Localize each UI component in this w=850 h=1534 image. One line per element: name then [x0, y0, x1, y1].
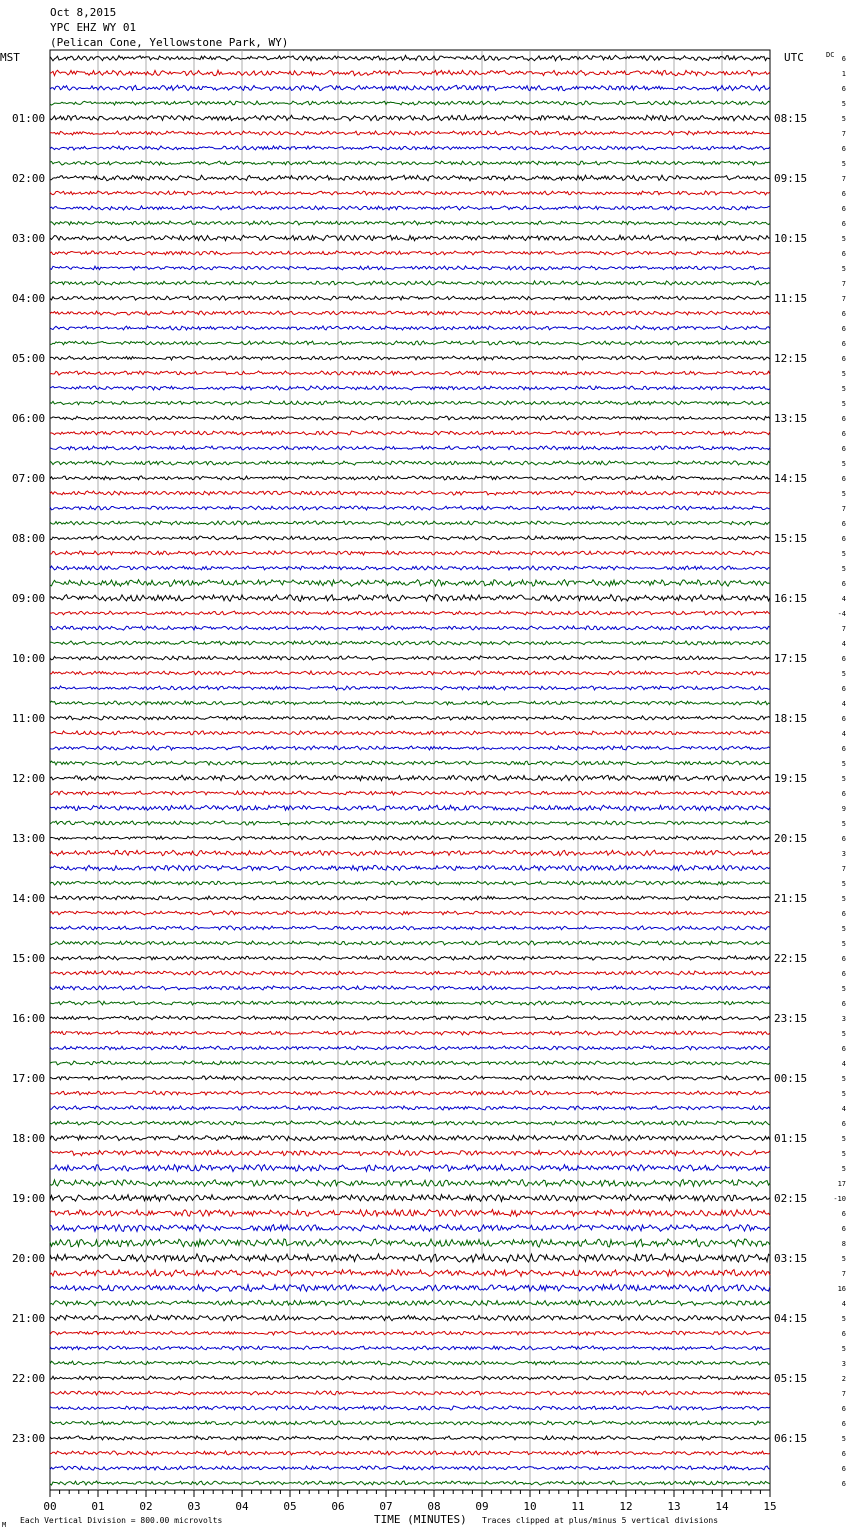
trace-row: [50, 656, 770, 660]
date-title: Oct 8,2015: [50, 6, 117, 19]
x-tick-label: 02: [139, 1500, 153, 1513]
trace-row: [50, 881, 770, 885]
dc-offset-value: 6: [841, 475, 846, 483]
dc-offset-value: 5: [841, 1150, 846, 1158]
trace-row: [50, 865, 770, 870]
dc-offset-value: 7: [841, 505, 846, 513]
dc-offset-value: 3: [841, 1360, 846, 1368]
dc-offset-value: 5: [841, 1345, 846, 1353]
dc-offset-value: 6: [841, 1450, 846, 1458]
x-tick-label: 05: [283, 1500, 297, 1513]
trace-row: [50, 1254, 770, 1262]
mst-hour-label: 03:00: [12, 232, 46, 245]
trace-row: [50, 626, 770, 630]
trace-row: [50, 101, 770, 105]
x-tick-label: 04: [235, 1500, 249, 1513]
trace-row: [50, 251, 770, 255]
dc-offset-value: 6: [841, 535, 846, 543]
trace-row: [50, 805, 770, 810]
dc-offset-value: 2: [841, 1375, 846, 1383]
dc-offset-value: 5: [841, 115, 846, 123]
dc-offset-value: 6: [841, 655, 846, 663]
trace-row: [50, 775, 770, 781]
mst-hour-label: 16:00: [12, 1012, 46, 1025]
utc-hour-label: 00:15: [774, 1072, 808, 1085]
dc-offset-value: 5: [841, 895, 846, 903]
trace-row: [50, 266, 770, 270]
trace-row: [50, 896, 770, 900]
dc-offset-value: 6: [841, 1465, 846, 1473]
trace-row: [50, 296, 770, 300]
dc-offset-value: 5: [841, 670, 846, 678]
dc-offset-value: 6: [841, 430, 846, 438]
trace-row: [50, 1270, 770, 1277]
x-tick-label: 08: [427, 1500, 441, 1513]
dc-offset-value: 6: [841, 340, 846, 348]
utc-hour-label: 09:15: [774, 172, 808, 185]
mst-hour-label: 20:00: [12, 1252, 46, 1265]
trace-row: [50, 1239, 770, 1247]
dc-offset-value: 6: [841, 715, 846, 723]
dc-offset-value: 6: [841, 190, 846, 198]
dc-offset-value: 5: [841, 760, 846, 768]
dc-offset-value: -4: [837, 610, 846, 618]
dc-offset-value: 5: [841, 565, 846, 573]
dc-offset-value: 4: [841, 1060, 846, 1068]
trace-row: [50, 731, 770, 735]
dc-offset-value: 7: [841, 865, 846, 873]
dc-offset-value: 5: [841, 1165, 846, 1173]
trace-row: [50, 1300, 770, 1305]
dc-label: DC: [826, 51, 835, 59]
mst-hour-label: 13:00: [12, 832, 46, 845]
mst-hour-label: 06:00: [12, 412, 46, 425]
dc-offset-value: 4: [841, 640, 846, 648]
dc-offset-value: 6: [841, 205, 846, 213]
dc-offset-value: 9: [841, 805, 846, 813]
mst-hour-label: 05:00: [12, 352, 46, 365]
trace-row: [50, 1210, 770, 1217]
mst-hour-label: 23:00: [12, 1432, 46, 1445]
dc-offset-value: 3: [841, 850, 846, 858]
dc-offset-value: 6: [841, 355, 846, 363]
dc-offset-value: 5: [841, 1135, 846, 1143]
trace-row: [50, 566, 770, 570]
dc-offset-value: 6: [841, 745, 846, 753]
trace-row: [50, 1421, 770, 1425]
plot-frame: [50, 50, 770, 1490]
mst-hour-label: 09:00: [12, 592, 46, 605]
trace-row: [50, 1150, 770, 1155]
trace-row: [50, 371, 770, 375]
utc-hour-label: 19:15: [774, 772, 808, 785]
dc-offset-value: 17: [837, 1180, 846, 1188]
utc-axis-label: UTC: [784, 51, 804, 64]
dc-offset-value: 4: [841, 730, 846, 738]
dc-offset-value: 5: [841, 1075, 846, 1083]
trace-row: [50, 1406, 770, 1410]
dc-offset-value: 6: [841, 970, 846, 978]
trace-row: [50, 941, 770, 945]
dc-offset-value: 5: [841, 880, 846, 888]
dc-offset-value: 5: [841, 985, 846, 993]
trace-row: [50, 716, 770, 720]
dc-offset-value: 5: [841, 370, 846, 378]
mst-hour-label: 08:00: [12, 532, 46, 545]
trace-row: [50, 1180, 770, 1187]
mst-hour-label: 19:00: [12, 1192, 46, 1205]
trace-row: [50, 1376, 770, 1380]
trace-row: [50, 1436, 770, 1440]
dc-offset-value: 7: [841, 625, 846, 633]
utc-hour-label: 08:15: [774, 112, 808, 125]
mst-hour-label: 21:00: [12, 1312, 46, 1325]
trace-row: [50, 341, 770, 345]
dc-offset-value: 4: [841, 700, 846, 708]
dc-offset-value: 5: [841, 1090, 846, 1098]
mst-hour-label: 12:00: [12, 772, 46, 785]
trace-row: [50, 536, 770, 540]
trace-row: [50, 386, 770, 390]
trace-row: [50, 356, 770, 360]
dc-offset-value: -10: [833, 1195, 846, 1203]
x-tick-label: 07: [379, 1500, 393, 1513]
dc-offset-value: 6: [841, 1120, 846, 1128]
x-tick-label: 10: [523, 1500, 537, 1513]
utc-hour-label: 11:15: [774, 292, 808, 305]
dc-offset-value: 7: [841, 295, 846, 303]
dc-offset-value: 4: [841, 1105, 846, 1113]
mst-hour-label: 14:00: [12, 892, 46, 905]
trace-row: [50, 686, 770, 690]
dc-offset-value: 5: [841, 820, 846, 828]
dc-offset-value: 5: [841, 775, 846, 783]
trace-row: [50, 1315, 770, 1320]
dc-offset-value: 4: [841, 1300, 846, 1308]
trace-row: [50, 1061, 770, 1065]
utc-hour-label: 05:15: [774, 1372, 808, 1385]
x-tick-label: 14: [715, 1500, 729, 1513]
scale-note: Each Vertical Division = 800.00 microvolts: [20, 1516, 223, 1525]
trace-row: [50, 221, 770, 225]
dc-offset-value: 6: [841, 580, 846, 588]
dc-offset-value: 3: [841, 1015, 846, 1023]
trace-row: [50, 611, 770, 615]
dc-offset-value: 6: [841, 1405, 846, 1413]
dc-offset-value: 6: [841, 145, 846, 153]
dc-offset-value: 16: [837, 1285, 846, 1293]
trace-row: [50, 506, 770, 510]
utc-hour-label: 06:15: [774, 1432, 808, 1445]
trace-row: [50, 986, 770, 990]
dc-offset-value: 6: [841, 220, 846, 228]
trace-row: [50, 1225, 770, 1232]
trace-row: [50, 1285, 770, 1292]
dc-offset-value: 6: [841, 835, 846, 843]
x-tick-label: 09: [475, 1500, 489, 1513]
dc-offset-value: 6: [841, 1330, 846, 1338]
x-tick-label: 11: [571, 1500, 585, 1513]
trace-row: [50, 1195, 770, 1202]
utc-hour-label: 14:15: [774, 472, 808, 485]
trace-row: [50, 521, 770, 525]
trace-row: [50, 1016, 770, 1020]
utc-hour-label: 23:15: [774, 1012, 808, 1025]
dc-offset-value: 6: [841, 85, 846, 93]
trace-row: [50, 911, 770, 915]
utc-hour-label: 12:15: [774, 352, 808, 365]
trace-row: [50, 761, 770, 765]
trace-row: [50, 311, 770, 315]
trace-row: [50, 326, 770, 330]
trace-row: [50, 641, 770, 645]
clip-note: Traces clipped at plus/minus 5 vertical divisions: [482, 1516, 719, 1525]
dc-offset-value: 5: [841, 1255, 846, 1263]
x-tick-label: 03: [187, 1500, 201, 1513]
dc-offset-value: 6: [841, 1225, 846, 1233]
dc-offset-value: 6: [841, 910, 846, 918]
utc-hour-label: 01:15: [774, 1132, 808, 1145]
trace-row: [50, 850, 770, 856]
trace-row: [50, 491, 770, 495]
utc-hour-label: 18:15: [774, 712, 808, 725]
dc-offset-value: 6: [841, 1210, 846, 1218]
trace-row: [50, 821, 770, 825]
utc-hour-label: 21:15: [774, 892, 808, 905]
dc-offset-value: 6: [841, 955, 846, 963]
trace-row: [50, 1031, 770, 1035]
x-tick-label: 12: [619, 1500, 633, 1513]
trace-row: [50, 281, 770, 285]
utc-hour-label: 17:15: [774, 652, 808, 665]
dc-offset-value: 5: [841, 1435, 846, 1443]
trace-row: [50, 431, 770, 435]
trace-row: [50, 416, 770, 420]
trace-row: [50, 85, 770, 90]
dc-offset-value: 5: [841, 400, 846, 408]
trace-row: [50, 401, 770, 405]
dc-offset-value: 7: [841, 1390, 846, 1398]
utc-hour-label: 20:15: [774, 832, 808, 845]
dc-offset-value: 5: [841, 1030, 846, 1038]
utc-hour-label: 03:15: [774, 1252, 808, 1265]
trace-row: [50, 55, 770, 60]
trace-row: [50, 1451, 770, 1455]
trace-row: [50, 1046, 770, 1050]
dc-offset-value: 5: [841, 160, 846, 168]
trace-row: [50, 1481, 770, 1485]
trace-row: [50, 1391, 770, 1395]
dc-offset-value: 6: [841, 520, 846, 528]
dc-offset-value: 5: [841, 265, 846, 273]
trace-row: [50, 206, 770, 210]
mst-hour-label: 17:00: [12, 1072, 46, 1085]
dc-offset-value: 7: [841, 280, 846, 288]
trace-row: [50, 580, 770, 587]
trace-row: [50, 70, 770, 75]
dc-offset-value: 6: [841, 1045, 846, 1053]
utc-hour-label: 16:15: [774, 592, 808, 605]
utc-hour-label: 10:15: [774, 232, 808, 245]
dc-offset-value: 5: [841, 925, 846, 933]
mst-hour-label: 15:00: [12, 952, 46, 965]
trace-row: [50, 1331, 770, 1335]
x-tick-label: 06: [331, 1500, 345, 1513]
trace-row: [50, 476, 770, 480]
trace-row: [50, 446, 770, 450]
dc-offset-value: 5: [841, 1315, 846, 1323]
mst-hour-label: 22:00: [12, 1372, 46, 1385]
dc-offset-value: 6: [841, 685, 846, 693]
trace-row: [50, 461, 770, 465]
utc-hour-label: 13:15: [774, 412, 808, 425]
trace-row: [50, 115, 770, 120]
trace-row: [50, 836, 770, 840]
x-tick-label: 00: [43, 1500, 57, 1513]
dc-offset-value: 6: [841, 1480, 846, 1488]
dc-offset-value: 7: [841, 130, 846, 138]
dc-offset-value: 6: [841, 310, 846, 318]
mst-hour-label: 10:00: [12, 652, 46, 665]
trace-row: [50, 1346, 770, 1350]
corner-mark: M: [2, 1521, 7, 1529]
trace-row: [50, 161, 770, 165]
trace-row: [50, 1106, 770, 1110]
trace-row: [50, 146, 770, 150]
trace-row: [50, 791, 770, 795]
x-tick-label: 15: [763, 1500, 777, 1513]
trace-row: [50, 671, 770, 675]
seismic-traces: [50, 55, 770, 1485]
trace-row: [50, 1466, 770, 1470]
trace-row: [50, 1165, 770, 1172]
mst-hour-label: 01:00: [12, 112, 46, 125]
location-subtitle: (Pelican Cone, Yellowstone Park, WY): [50, 36, 289, 49]
trace-row: [50, 191, 770, 195]
station-title: YPC EHZ WY 01: [50, 21, 137, 34]
trace-row: [50, 1135, 770, 1140]
trace-row: [50, 595, 770, 602]
dc-offset-labels: [833, 55, 846, 1488]
dc-offset-value: 6: [841, 790, 846, 798]
mst-hour-label: 07:00: [12, 472, 46, 485]
x-tick-label: 01: [91, 1500, 105, 1513]
dc-offset-value: 5: [841, 940, 846, 948]
x-axis-title: TIME (MINUTES): [374, 1513, 467, 1526]
dc-offset-value: 7: [841, 1270, 846, 1278]
mst-hour-label: 04:00: [12, 292, 46, 305]
mst-hour-label: 18:00: [12, 1132, 46, 1145]
trace-row: [50, 131, 770, 135]
dc-offset-value: 6: [841, 250, 846, 258]
utc-hour-label: 15:15: [774, 532, 808, 545]
dc-offset-value: 5: [841, 385, 846, 393]
dc-offset-value: 6: [841, 55, 846, 63]
dc-offset-value: 8: [841, 1240, 846, 1248]
mst-hour-label: 11:00: [12, 712, 46, 725]
x-axis: [43, 1490, 776, 1513]
dc-offset-value: 6: [841, 1420, 846, 1428]
dc-offset-value: 6: [841, 1000, 846, 1008]
trace-row: [50, 551, 770, 555]
dc-offset-value: 6: [841, 445, 846, 453]
grid-lines: [50, 50, 770, 1490]
trace-row: [50, 1121, 770, 1125]
dc-offset-value: 4: [841, 595, 846, 603]
utc-hour-label: 02:15: [774, 1192, 808, 1205]
trace-row: [50, 235, 770, 240]
dc-offset-value: 1: [841, 70, 846, 78]
trace-row: [50, 1001, 770, 1005]
trace-row: [50, 1091, 770, 1095]
dc-offset-value: 5: [841, 235, 846, 243]
trace-row: [50, 1076, 770, 1080]
dc-offset-value: 7: [841, 175, 846, 183]
utc-hour-label: 04:15: [774, 1312, 808, 1325]
x-tick-label: 13: [667, 1500, 681, 1513]
trace-row: [50, 746, 770, 750]
dc-offset-value: 5: [841, 490, 846, 498]
dc-offset-value: 6: [841, 325, 846, 333]
trace-row: [50, 1361, 770, 1365]
trace-row: [50, 701, 770, 705]
dc-offset-value: 5: [841, 460, 846, 468]
dc-offset-value: 6: [841, 415, 846, 423]
mst-hour-label: 02:00: [12, 172, 46, 185]
trace-row: [50, 926, 770, 930]
dc-offset-value: 5: [841, 100, 846, 108]
trace-row: [50, 956, 770, 960]
utc-hour-label: 22:15: [774, 952, 808, 965]
trace-row: [50, 175, 770, 181]
dc-offset-value: 5: [841, 550, 846, 558]
mst-axis-label: MST: [0, 51, 20, 64]
trace-row: [50, 971, 770, 975]
